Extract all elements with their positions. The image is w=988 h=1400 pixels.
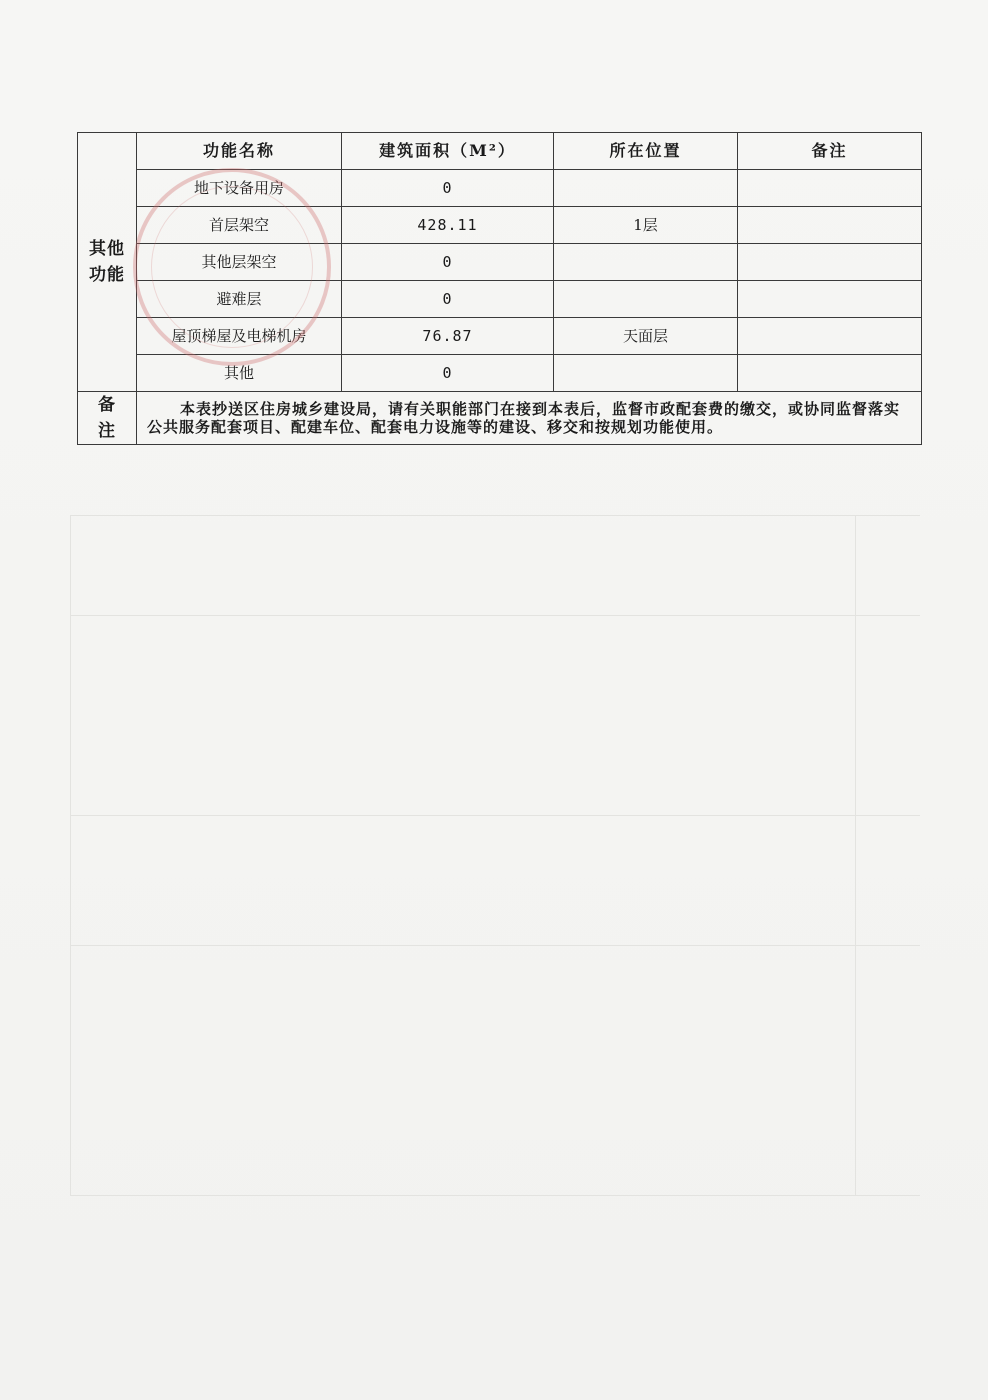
note-label-cell	[78, 392, 137, 445]
table-row	[78, 318, 922, 355]
building-area: 0	[342, 244, 554, 281]
table-header-row	[78, 133, 922, 170]
note-row	[78, 392, 922, 445]
building-area: 0	[342, 281, 554, 318]
bleed-through-line	[70, 515, 71, 1195]
function-name: 首层架空	[137, 207, 342, 244]
bleed-through-line	[855, 515, 856, 1195]
building-area: 76.87	[342, 318, 554, 355]
function-name: 地下设备用房	[137, 170, 342, 207]
table-row	[78, 281, 922, 318]
note-text: 本表抄送区住房城乡建设局，请有关职能部门在接到本表后，监督市政配套费的缴交，或协同监督落实公共服务配套项目、配建车位、配套电力设施等的建设、移交和按规划功能使用。	[137, 392, 922, 445]
other-functions-table	[77, 132, 922, 445]
section-label: 其他功能	[88, 239, 125, 285]
section-label-cell	[78, 133, 137, 392]
function-name: 屋顶梯屋及电梯机房	[137, 318, 342, 355]
bleed-through-line	[70, 945, 920, 946]
bleed-through-line	[70, 815, 920, 816]
bleed-through-line	[70, 1195, 920, 1196]
table-row	[78, 355, 922, 392]
function-name: 避难层	[137, 281, 342, 318]
remark	[738, 281, 922, 318]
header-function-name: 功能名称	[137, 133, 342, 170]
location	[554, 170, 738, 207]
building-area: 0	[342, 355, 554, 392]
remark	[738, 355, 922, 392]
bleed-through-line	[70, 615, 920, 616]
function-name: 其他层架空	[137, 244, 342, 281]
location: 天面层	[554, 318, 738, 355]
bleed-through-line	[70, 515, 920, 516]
header-location: 所在位置	[554, 133, 738, 170]
function-name: 其他	[137, 355, 342, 392]
building-area: 0	[342, 170, 554, 207]
header-building-area: 建筑面积（M²）	[342, 133, 554, 170]
location	[554, 355, 738, 392]
location	[554, 244, 738, 281]
building-area: 428.11	[342, 207, 554, 244]
note-label: 备注	[98, 395, 116, 441]
table-row	[78, 170, 922, 207]
remark	[738, 318, 922, 355]
location	[554, 281, 738, 318]
table-row	[78, 207, 922, 244]
remark	[738, 170, 922, 207]
remark	[738, 207, 922, 244]
table-row	[78, 244, 922, 281]
remark	[738, 244, 922, 281]
header-remark: 备注	[738, 133, 922, 170]
location: 1层	[554, 207, 738, 244]
